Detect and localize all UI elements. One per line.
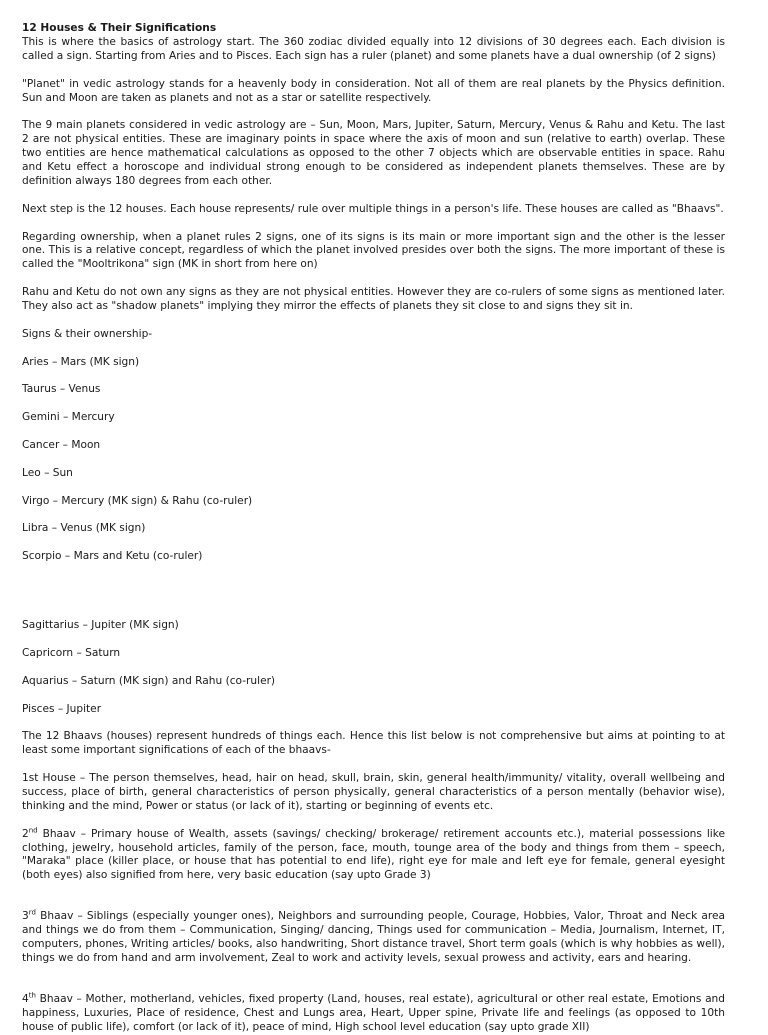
ordinal-suffix: th — [28, 991, 36, 1000]
ordinal-suffix: rd — [28, 908, 36, 917]
sign-item: Taurus – Venus — [22, 383, 101, 396]
house-1-paragraph: 1st House – The person themselves, head, hair on head, skull, brain, skin, general health/immunity/ vitality, overall wellbeing and success, place of birth, general characteristics of person physically, general characteristics of a person mentally (behavior wise), thinking and the mind, Power or status (or lack of it), starting or beginning of events etc. — [22, 772, 725, 812]
nine-planets-paragraph: The 9 main planets considered in vedic astrology are – Sun, Moon, Mars, Jupiter, Saturn, Mercury, Venus & Rahu and Ketu. The last 2 are not physical entities. These are imaginary points in space where the axis of moon and sun (relative to earth) overlap. These two entities are hence mathematical calculations as opposed to the other 7 objects which are observable entities in space. Rahu and Ketu effect a horoscope and individual strong enough to be considered as independent planets themselves. These are by definition always 180 degrees from each other. — [22, 119, 725, 187]
house-4-paragraph — [22, 993, 725, 1035]
signs-heading: Signs & their ownership- — [22, 327, 153, 340]
sign-item: Scorpio – Mars and Ketu (co-ruler) — [22, 550, 203, 563]
house-3-paragraph — [22, 910, 725, 966]
house-text: Bhaav – Primary house of Wealth, assets (savings/ checking/ brokerage/ retirement accounts etc.), material possessions like clothing, jewelry, household articles, family of the person, face, mouth, tounge area of the body and things from them – speech, "Maraka" place (killer place, or house that has potential to end life), right eye for male and left eye for female, general eyesight (both eyes) also signified from here, very basic education (say upto Grade 3) — [22, 827, 725, 882]
houses-intro-paragraph: Next step is the 12 houses. Each house represents/ rule over multiple things in a person's life. These houses are called as "Bhaavs". — [22, 202, 724, 215]
document-body — [22, 22, 725, 1035]
sign-item: Pisces – Jupiter — [22, 702, 102, 715]
sign-item: Gemini – Mercury — [22, 411, 115, 424]
sign-item: Libra – Venus (MK sign) — [22, 522, 146, 535]
sign-item: Aquarius – Saturn (MK sign) and Rahu (co-ruler) — [22, 674, 276, 687]
sign-item: Leo – Sun — [22, 466, 73, 479]
house-text: Bhaav – Mother, motherland, vehicles, fixed property (Land, houses, real estate), agricultural or other real estate, Emotions and happiness, Luxuries, Place of residence, Chest and Lungs area, Heart, Upper spine, Private life and feelings (as opposed to 10th house of public life), comfort (or lack of it), peace of mind, High school level education (say upto grade XII) — [22, 992, 725, 1033]
ownership-paragraph: Regarding ownership, when a planet rules 2 signs, one of its signs is its main or more important sign and the other is the lesser one. This is a relative concept, regardless of which the planet involved presides over both the signs. The more important of these is called the "Mooltrikona" sign (MK in short from here on) — [22, 230, 725, 271]
bhaavs-intro-paragraph: The 12 Bhaavs (houses) represent hundreds of things each. Hence this list below is not comprehensive but aims at pointing to at least some important significations of each of the bhaavs- — [22, 730, 725, 757]
house-text: Bhaav – Siblings (especially younger ones), Neighbors and surrounding people, Courage, Hobbies, Valor, Throat and Neck area and things we do from them – Communication, Singing/ dancing, Things used for communication – Media, Journalism, Internet, IT, computers, phones, Writing articles/ books, also handwriting, Short distance travel, Short term goals (which is why hobbies as well), things we do from hand and arm involvement, Zeal to work and activity levels, sexual prowess and activity, ears and hearing. — [22, 910, 725, 964]
sign-item: Capricorn – Saturn — [22, 646, 121, 659]
sign-item: Sagittarius – Jupiter (MK sign) — [22, 619, 179, 632]
document-title: 12 Houses & Their Significations — [22, 22, 217, 34]
house-number: 2 — [22, 827, 29, 840]
planet-definition-paragraph: "Planet" in vedic astrology stands for a heavenly body in consideration. Not all of them are real planets by the Physics definition. Sun and Moon are taken as planets and not as a star or satellite respectively. — [22, 77, 725, 104]
house-number: 4 — [22, 992, 29, 1005]
intro-paragraph: This is where the basics of astrology start. The 360 zodiac divided equally into 12 divisions of 30 degrees each. Each division is called a sign. Starting from Aries and to Pisces. Each sign has a ruler (planet) and some planets have a dual ownership (of 2 signs) — [22, 35, 725, 62]
ordinal-suffix: nd — [28, 826, 38, 835]
rahu-ketu-paragraph: Rahu and Ketu do not own any signs as they are not physical entities. However they are co-rulers of some signs as mentioned later. They also act as "shadow planets" implying they mirror the effects of planets they sit close to and signs they sit in. — [22, 286, 725, 313]
sign-item: Cancer – Moon — [22, 439, 101, 452]
sign-item: Aries – Mars (MK sign) — [22, 355, 140, 368]
house-number: 3 — [22, 910, 29, 923]
sign-item: Virgo – Mercury (MK sign) & Rahu (co-ruler) — [22, 494, 253, 507]
house-2-paragraph — [22, 828, 725, 884]
